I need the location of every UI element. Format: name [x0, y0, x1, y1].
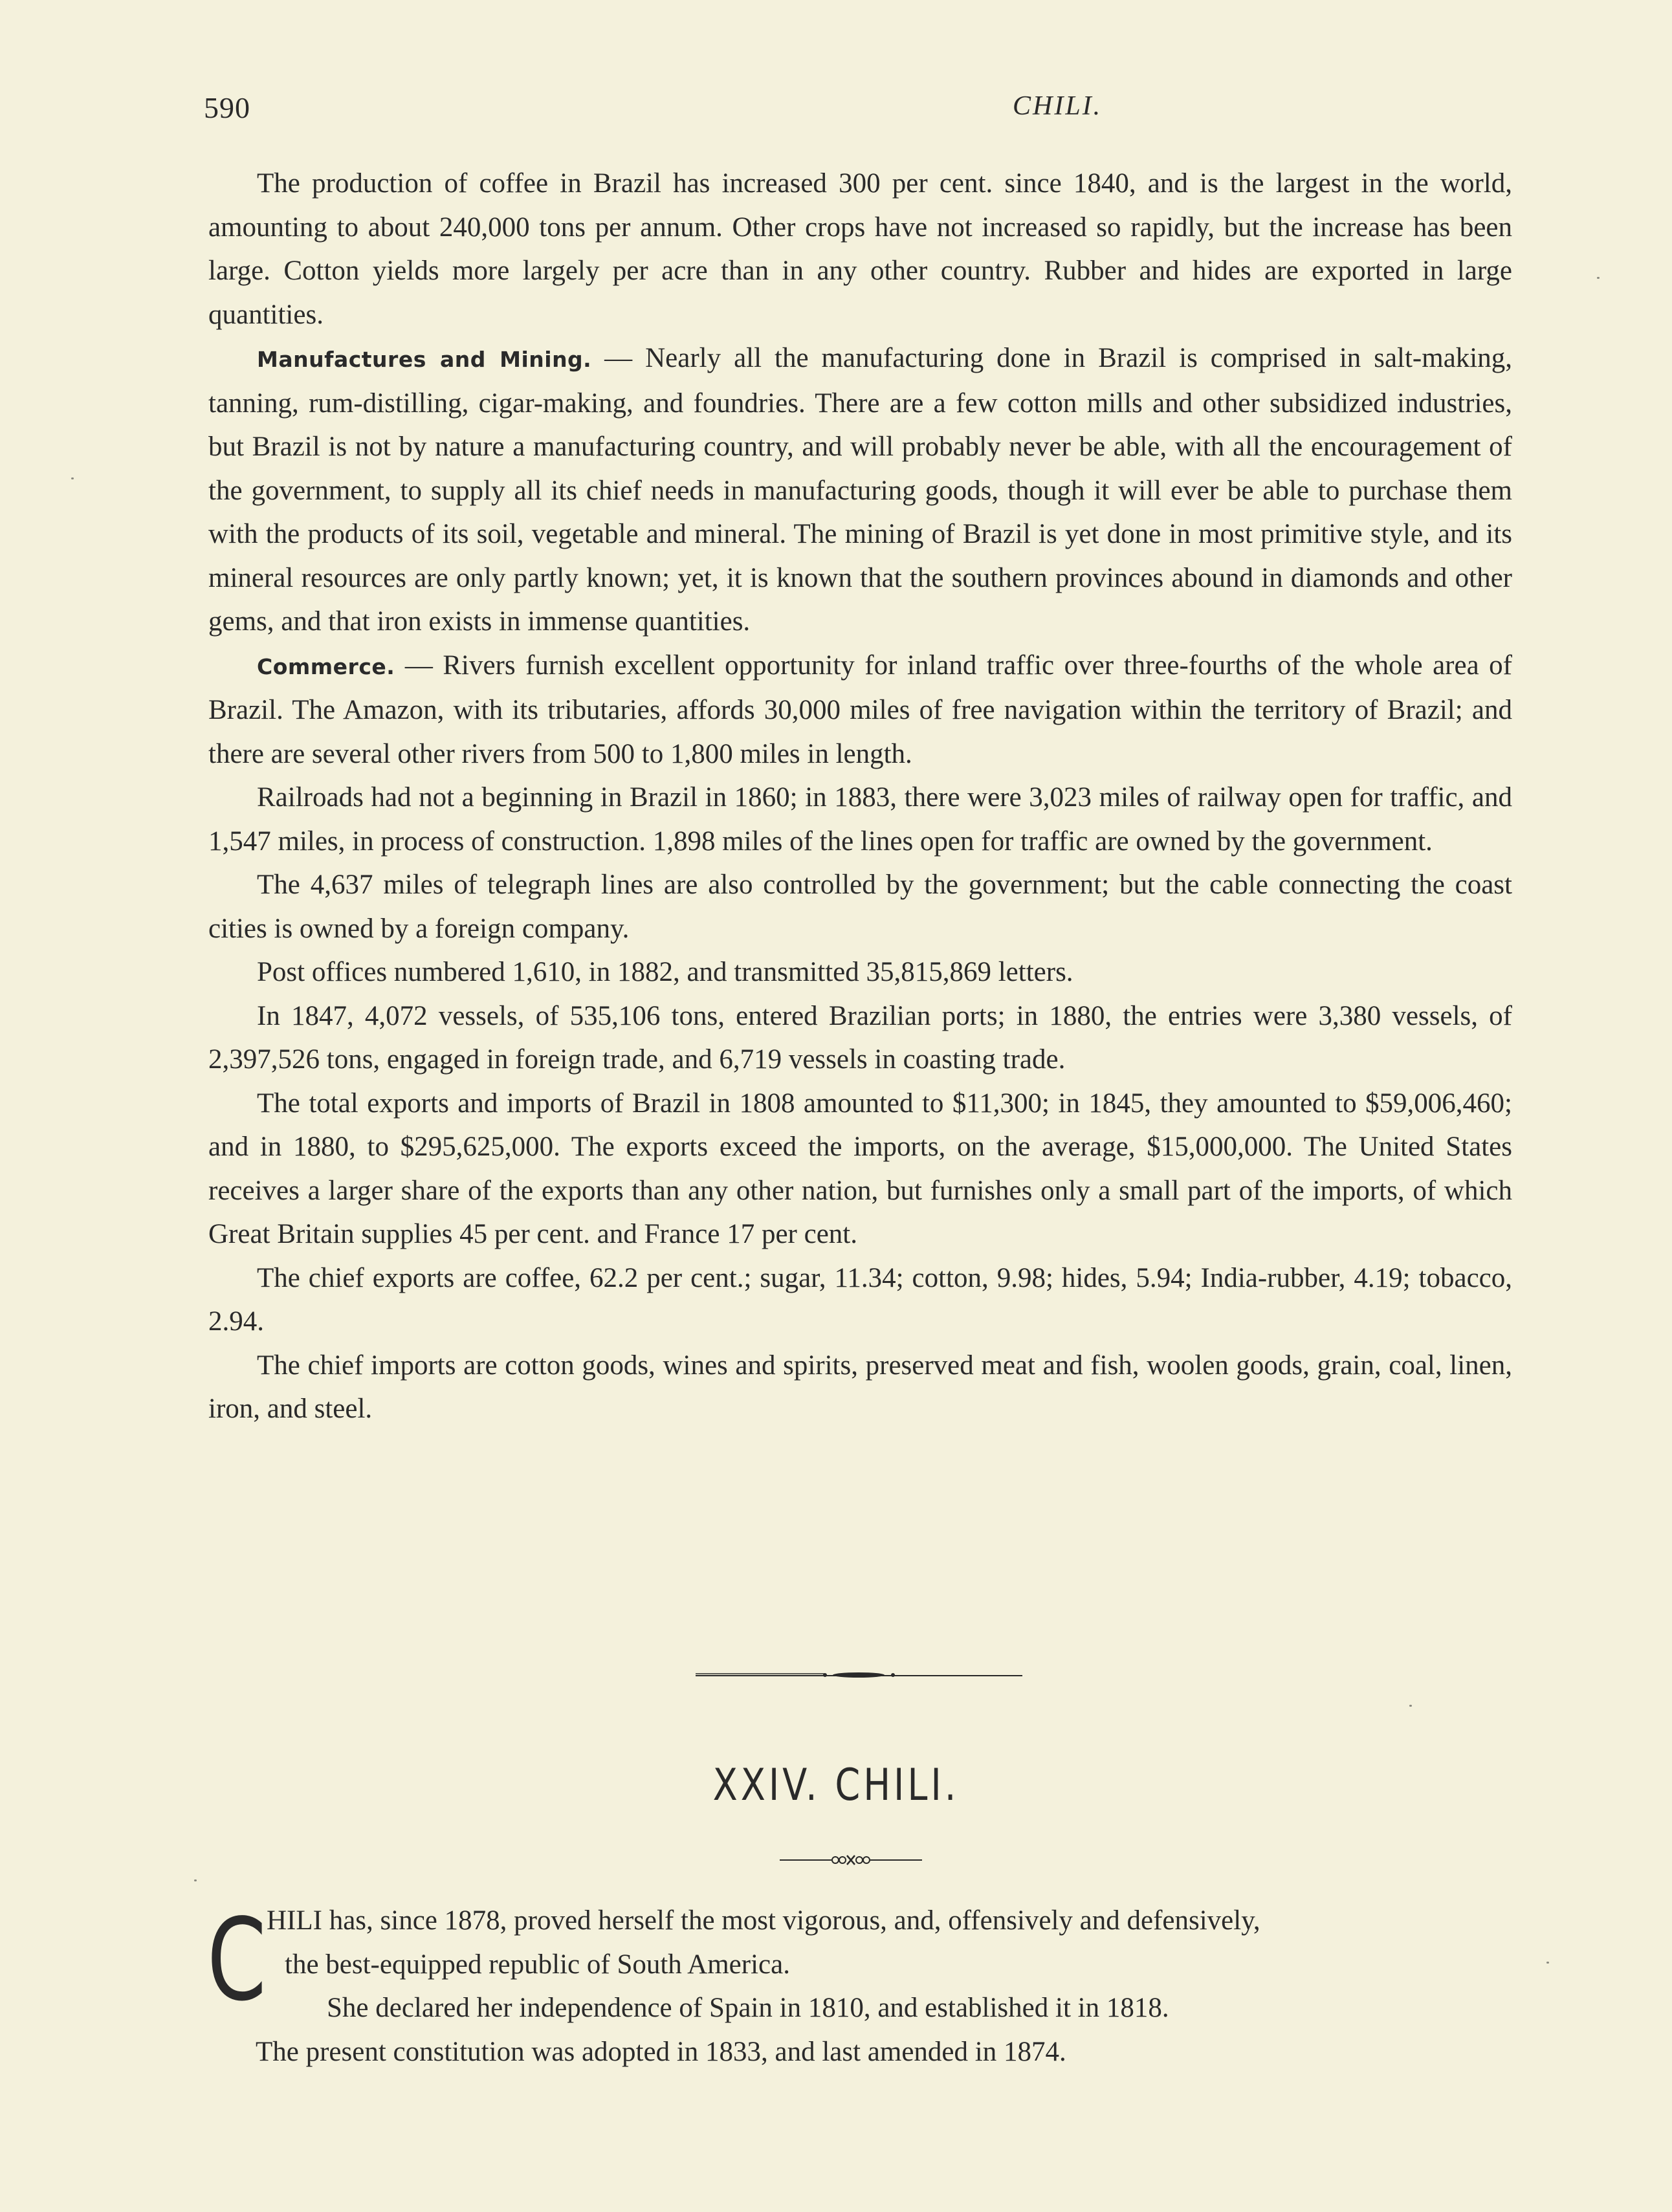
chapter-paragraph-independence: She declared her independence of Spain in 1810, and established it in 1818.	[327, 1993, 1169, 2023]
section-heading: Manufactures and Mining.	[257, 347, 592, 372]
ornament-flourish	[780, 1852, 922, 1868]
paragraph-manufactures	[208, 336, 1512, 644]
paragraph-text: The chief imports are cotton goods, wines and spirits, preserved meat and fish, woolen goods, grain, coal, linen, iron, and steel.	[208, 1350, 1512, 1424]
paper-speck	[1409, 1705, 1412, 1707]
paper-speck	[71, 477, 74, 479]
paper-speck	[1597, 277, 1600, 279]
body-text	[208, 162, 1512, 1431]
section-divider	[696, 1669, 1022, 1682]
paragraph-text: In 1847, 4,072 vessels, of 535,106 tons, entered Brazilian ports; in 1880, the entries were 3,380 vessels, of 2,397,526 tons, engaged in foreign trade, and 6,719 vessels in coasting trade.	[208, 1000, 1512, 1075]
paragraph-coffee	[208, 162, 1512, 336]
paragraph-text: Railroads had not a beginning in Brazil in 1860; in 1883, there were 3,023 miles of railway open for traffic, and 1,547 miles, in process of construction. 1,898 miles of the lines open for traffic are owned by the government.	[208, 782, 1512, 857]
paragraph-text: Post offices numbered 1,610, in 1882, and transmitted 35,815,869 letters.	[257, 957, 1073, 987]
paragraph-vessels	[208, 994, 1512, 1082]
paragraph-text: — Rivers furnish excellent opportunity for inland traffic over three-fourths of the whole area of Brazil. The Amazon, with its tributaries, affords 30,000 miles of free navigation within the territory of Brazil; and there are several other rivers from 500 to 1,800 miles in length.	[208, 650, 1513, 769]
chapter-paragraph-constitution: The present constitution was adopted in 1833, and last amended in 1874.	[256, 2036, 1066, 2067]
paper-speck	[1546, 1962, 1549, 1964]
paragraph-text: The 4,637 miles of telegraph lines are also controlled by the government; but the cable connecting the coast cities is owned by a foreign company.	[208, 870, 1512, 944]
paragraph-exports	[208, 1256, 1512, 1344]
paragraph-text: The chief exports are coffee, 62.2 per cent.; sugar, 11.34; cotton, 9.98; hides, 5.94; India-rubber, 4.19; tobacco, 2.94.	[208, 1262, 1512, 1337]
chapter-second-line: the best-equipped republic of South America.	[285, 1949, 790, 1980]
page-number: 590	[204, 91, 250, 124]
drop-cap: C	[207, 1895, 267, 2026]
paragraph-railroads	[208, 776, 1512, 863]
page-header	[204, 91, 1514, 136]
paragraph-trade-totals	[208, 1082, 1512, 1256]
paragraph-text: — Nearly all the manufacturing done in Brazil is comprised in salt-making, tanning, rum-distilling, cigar-making, and foundries. There are a few cotton mills and other subsidized industries, but Brazil is not by nature a manufacturing country, and will probably never be able, with all the encouragement of the government, to supply all its chief needs in manufacturing goods, though it will ever be able to purchase them with the products of its soil, vegetable and mineral. The mining of Brazil is yet done in most primitive style, and its mineral resources are only partly known; yet, it is known that the southern provinces abound in diamonds and other gems, and that iron exists in immense quantities.	[208, 343, 1512, 637]
section-heading: Commerce.	[257, 653, 395, 679]
paragraph-text: The total exports and imports of Brazil in 1808 amounted to $11,300; in 1845, they amounted to $59,006,460; and in 1880, to $295,625,000. The exports exceed the imports, on the average, $15,000,000. The United States receives a larger share of the exports than any other nation, but furnishes only a small part of the imports, of which Great Britain supplies 45 per cent. and France 17 per cent.	[208, 1088, 1512, 1249]
paragraph-post-offices	[208, 950, 1512, 994]
paragraph-telegraph	[208, 863, 1512, 950]
chapter-first-line: HILI has, since 1878, proved herself the most vigorous, and, offensively and defensively,	[267, 1905, 1260, 1936]
paragraph-imports	[208, 1344, 1512, 1431]
paragraph-commerce	[208, 644, 1512, 776]
chapter-title: XXIV. CHILI.	[712, 1760, 960, 1811]
paragraph-text: The production of coffee in Brazil has increased 300 per cent. since 1840, and is the largest in the world, amounting to about 240,000 tons per annum. Other crops have not increased so rapidly, but the increase has been large. Cotton yields more largely per acre than in any other country. Rubber and hides are exported in large quantities.	[208, 168, 1512, 330]
chapter-text	[207, 1895, 1521, 2074]
running-head: CHILI.	[1013, 91, 1103, 121]
paper-speck	[194, 1879, 197, 1881]
